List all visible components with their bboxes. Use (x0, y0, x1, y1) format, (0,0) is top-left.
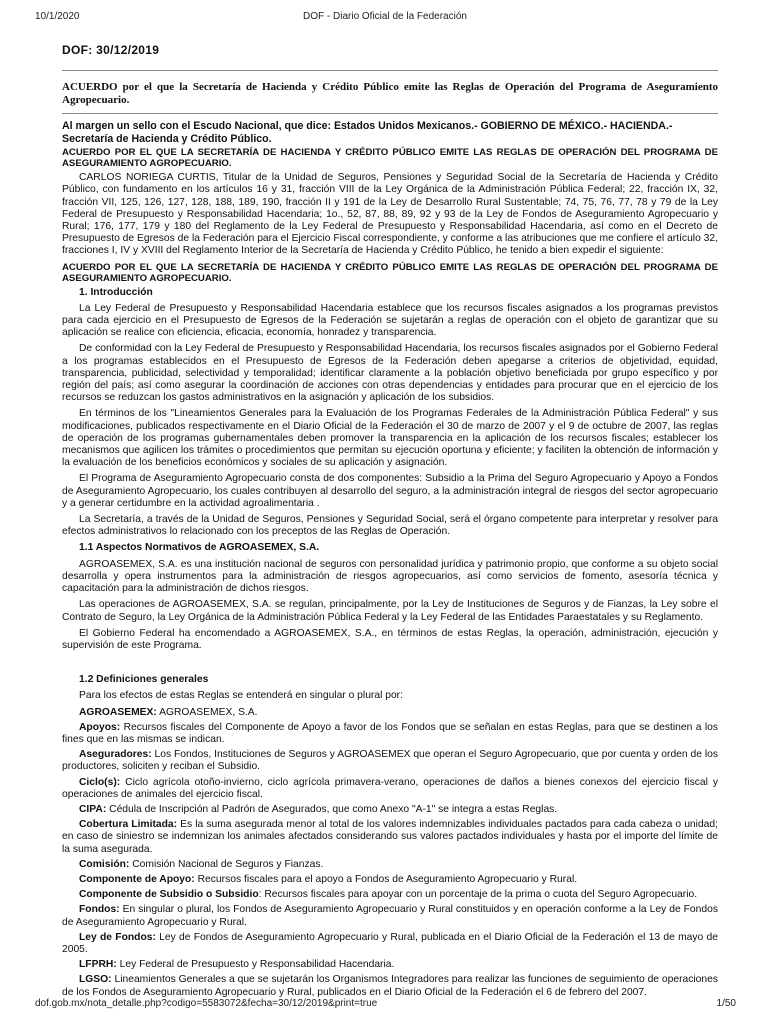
definition-text: En singular o plural, los Fondos de Aseguramiento Agropecuario y Rural constituidos y en operación conforme a la Ley de Fondos de Aseguramiento Agropecuario y Rural. (62, 904, 718, 928)
definitions-list (62, 707, 718, 999)
paragraph: De conformidad con la Ley Federal de Presupuesto y Responsabilidad Hacendaria, los recursos fiscales asignados por el Gobierno Federal a los programas establecidos en el Presupuesto de Egresos de la Federación deben apegarse a criterios de objetividad, equidad, transparencia, publicidad, selectividad y temporalidad; identificar claramente a la población objetivo beneficiada por grupo específico y por región del país; así como asegurar la coordinación de acciones con otras dependencias y entidades para procurar que en el ejercicio de los recursos se reduzcan los gastos administrativos en la asignación y aplicación de los subsidios. (62, 343, 718, 404)
definition-term: Comisión: (79, 858, 130, 870)
preamble: CARLOS NORIEGA CURTIS, Titular de la Unidad de Seguros, Pensiones y Seguridad Social de la Secretaría de Hacienda y Crédito Público, con fundamento en los artículos 16 y 31, fracción VIII de la Ley Orgánica de la Administración Pública Federal; 22, fracción IX, 32, fracción VII, 125, 126, 127, 128, 188, 189, 190, fracción II y 191 de la Ley de Desarrollo Rural Sustentable; 74, 75, 76, 77, 78 y 79 de la Ley Federal de Presupuesto y Responsabilidad Hacendaria; 1o., 52, 87, 88, 89, 92 y 93 de la Ley de Fondos de Aseguramiento Agropecuario y Rural; 176, 177, 179 y 180 del Reglamento de la Ley Federal de Presupuesto y Responsabilidad Hacendaria, así como en el Decreto de Presupuesto de Egresos de la Federación para el Ejercicio Fiscal correspondiente, y conforme a las atribuciones que me confiere el artículo 32, fracciones I, IV y XVIII del Reglamento Interior de la Secretaría de Hacienda y Crédito Público, he tenido a bien expedir el siguiente: (62, 172, 718, 257)
definition-text: Ley de Fondos de Aseguramiento Agropecuario y Rural, publicada en el Diario Oficial de la Federación el 13 de mayo de 2005. (62, 931, 718, 955)
definition-text: : Recursos fiscales para apoyar con un porcentaje de la prima o cuota del Seguro Agropecuario. (258, 889, 698, 901)
definition-text: Es la suma asegurada menor al total de los valores indemnizables individuales pactados para cada cabeza o unidad; en caso de siniestro se indemnizan los animales afectados considerando sus valores pactados individuales y hasta por el importe del límite de la suma asegurada. (62, 819, 718, 855)
margin-note: Al margen un sello con el Escudo Nacional, que dice: Estados Unidos Mexicanos.- GOBIERNO DE MÉXICO.- HACIENDA.- Secretaría de Hacienda y Crédito Público. (62, 120, 673, 145)
page-count: 1/50 (716, 998, 736, 1009)
section-heading-definiciones: 1.2 Definiciones generales (79, 674, 209, 686)
document-title: ACUERDO por el que la Secretaría de Hacienda y Crédito Público emite las Reglas de Operación del Programa de Aseguramiento Agropecuario. (62, 81, 718, 107)
definition-term: CIPA: (79, 803, 107, 815)
definition-term: Ley de Fondos: (79, 931, 156, 943)
definition-term: Aseguradores: (79, 749, 152, 761)
caps-heading-1: ACUERDO POR EL QUE LA SECRETARÍA DE HACIENDA Y CRÉDITO PÚBLICO EMITE LAS REGLAS DE OPERACIÓN DEL PROGRAMA DE ASEGURAMIENTO AGROPECUARIO. (62, 147, 718, 170)
definition-item (62, 722, 718, 746)
paragraph: El Programa de Aseguramiento Agropecuario consta de dos componentes: Subsidio a la Prima del Seguro Agropecuario y Apoyo a Fondos de Aseguramiento Agropecuario, los cuales contribuyen al desarrollo del seguro, a la administración integral de riesgos del sector agropecuario y a generar certidumbre en la actividad agroalimentaria . (62, 473, 718, 509)
page-url: dof.gob.mx/nota_detalle.php?codigo=5583072&fecha=30/12/2019&print=true (35, 998, 378, 1009)
paragraph: El Gobierno Federal ha encomendado a AGROASEMEX, S.A., en términos de estas Reglas, la operación, administración, ejecución y supervisión de este Programa. (62, 627, 718, 651)
document-body (62, 44, 718, 1002)
definition-item (62, 777, 718, 801)
paragraph: La Ley Federal de Presupuesto y Responsabilidad Hacendaria establece que los recursos fiscales asignados a los programas previstos para cada ejercicio en el Presupuesto de Egresos de la Federación se sujetarán a reglas de operación con el objeto de garantizar que su aplicación se realice con eficiencia, eficacia, economía, honradez y transparencia. (62, 302, 718, 339)
definition-text: Lineamientos Generales a que se sujetarán los Organismos Integradores para realizar las funciones de seguimiento de operaciones de los Fondos de Aseguramiento Agropecuario y Rural, publicados en el Diario Oficial de la Federación el 6 de febrero del 2007. (62, 974, 718, 998)
definition-text: Ley Federal de Presupuesto y Responsabilidad Hacendaria. (116, 959, 395, 971)
paragraph: La Secretaría, a través de la Unidad de Seguros, Pensiones y Seguridad Social, será el órgano competente para interpretar y resolver para efectos administrativos lo relacionado con los preceptos de las Reglas de Operación. (62, 514, 718, 538)
definition-term: Ciclo(s): (79, 776, 121, 788)
definition-item (62, 749, 718, 773)
section-heading-normativos: 1.1 Aspectos Normativos de AGROASEMEX, S.A. (79, 542, 320, 554)
print-date: 10/1/2020 (35, 11, 80, 22)
definition-item (62, 889, 718, 901)
dof-date: DOF: 30/12/2019 (62, 43, 160, 57)
definition-item (62, 707, 718, 719)
definition-term: Cobertura Limitada: (79, 819, 178, 831)
divider (62, 113, 718, 114)
section-heading-intro: 1. Introducción (79, 286, 153, 298)
definition-term: Componente de Subsidio o Subsidio (79, 889, 259, 901)
definition-term: Apoyos: (79, 721, 121, 733)
caps-heading-2: ACUERDO POR EL QUE LA SECRETARÍA DE HACIENDA Y CRÉDITO PÚBLICO EMITE LAS REGLAS DE OPERACIÓN DEL PROGRAMA DE ASEGURAMIENTO AGROPECUARIO. (62, 261, 718, 284)
definition-item (62, 804, 718, 816)
definition-item (62, 974, 718, 998)
definition-term: AGROASEMEX: (79, 706, 157, 718)
definition-text: AGROASEMEX, S.A. (156, 706, 258, 718)
definition-term: Fondos: (79, 904, 120, 916)
definition-text: Los Fondos, Instituciones de Seguros y AGROASEMEX que operan el Seguro Agropecuario, que por cuenta y orden de los productores, soliciten y reciban el Subsidio. (62, 749, 718, 773)
definition-text: Comisión Nacional de Seguros y Fianzas. (129, 858, 324, 870)
definition-text: Ciclo agrícola otoño-invierno, ciclo agrícola primavera-verano, operaciones de daños a bienes conexos del ejercicio fiscal y operaciones de animales del ejercicio fiscal. (62, 776, 718, 800)
definition-item (62, 932, 718, 956)
definition-term: Componente de Apoyo: (79, 873, 195, 885)
definition-text: Cédula de Inscripción al Padrón de Asegurados, que como Anexo "A-1" se integra a estas Reglas. (106, 803, 558, 815)
definition-text: Recursos fiscales del Componente de Apoyo a favor de los Fondos que se señalan en estas Reglas, para que se destinen a los fines que en las mismas se indican. (62, 721, 718, 745)
definition-item (62, 819, 718, 856)
paragraph: En términos de los "Lineamientos Generales para la Evaluación de los Programas Federales de la Administración Pública Federal" y sus modificaciones, publicados respectivamente en el Diario Oficial de la Federación el 30 de marzo de 2007 y el 9 de octubre de 2007, las reglas de operación de los programas gubernamentales deben promover la transparencia en la aplicación de los recursos fiscales; establecer los mecanismos que agilicen los trámites o procedimientos que permitan su ejecución oportuna y eficiente; y faciliten la obtención de información y la evaluación de los beneficios económicos y sociales de su aplicación y asignación. (62, 408, 718, 469)
definition-item (62, 874, 718, 886)
definition-text: Recursos fiscales para el apoyo a Fondos de Aseguramiento Agropecuario y Rural. (194, 873, 578, 885)
paragraph: Las operaciones de AGROASEMEX, S.A. se regulan, principalmente, por la Ley de Instituciones de Seguros y de Fianzas, la Ley sobre el Contrato de Seguro, la Ley Orgánica de la Administración Pública Federal y la Ley Federal de las Entidades Paraestatales y su Reglamento. (62, 599, 718, 623)
print-page-title: DOF - Diario Oficial de la Federación (303, 11, 467, 22)
definition-item (62, 904, 718, 928)
definition-term: LGSO: (79, 974, 112, 986)
definition-item (62, 859, 718, 871)
paragraph: AGROASEMEX, S.A. es una institución nacional de seguros con personalidad jurídica y patrimonio propio, que conforme a su objeto social desarrolla y opera instrumentos para la administración de riesgos agropecuarios, así como servicios de fomento, asesoría técnica y capacitación para la administración de dichos riesgos. (62, 558, 718, 595)
definition-term: LFPRH: (79, 959, 117, 971)
paragraph: Para los efectos de estas Reglas se entenderá en singular o plural por: (79, 690, 403, 702)
definition-item (62, 959, 718, 971)
